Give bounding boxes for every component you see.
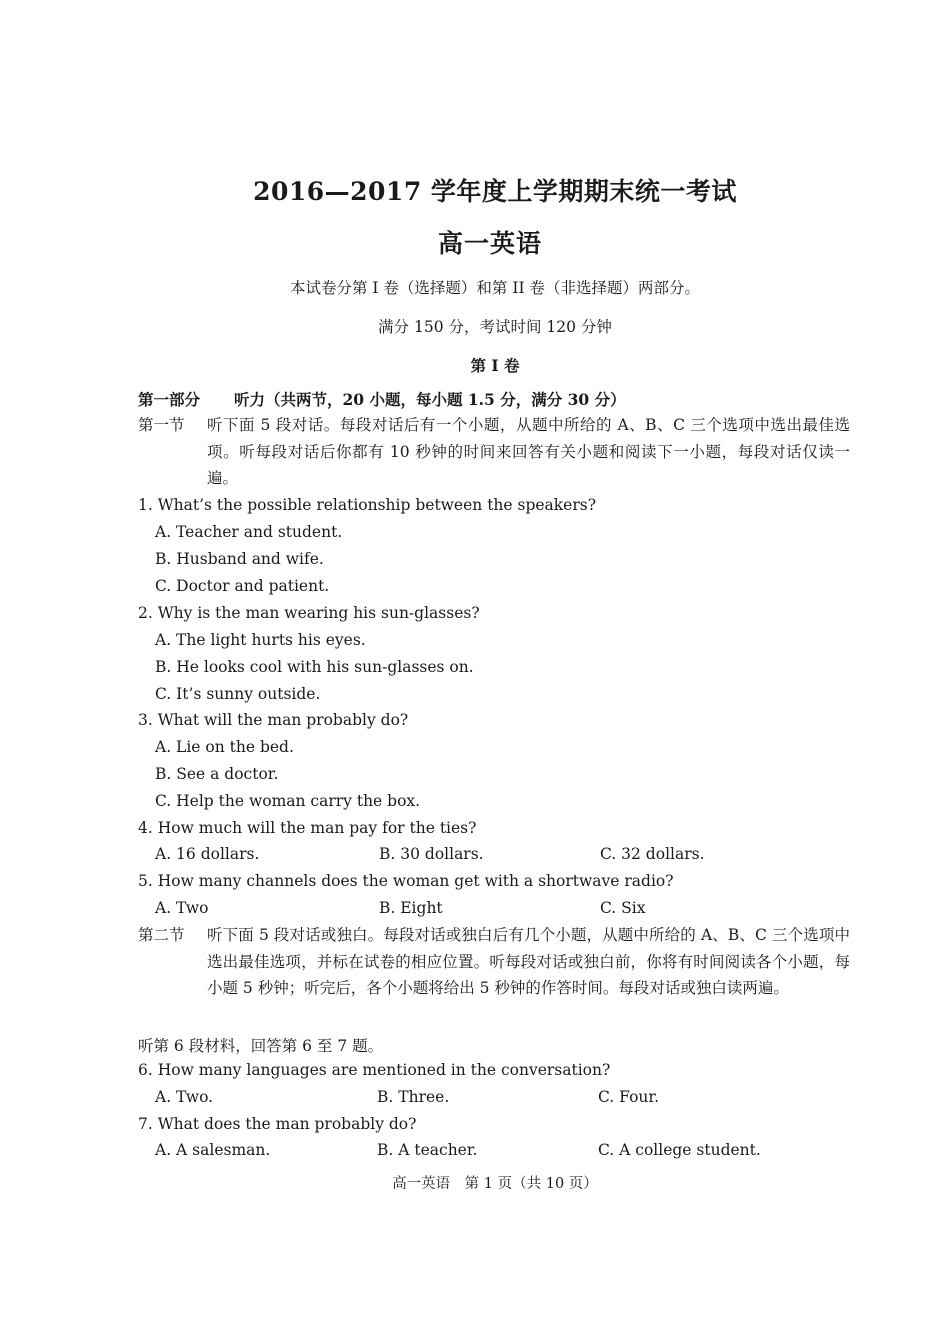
section-2-label: 第二节	[138, 926, 185, 944]
question-2-option-c: C. It’s sunny outside.	[155, 685, 321, 703]
question-7: 7. What does the man probably do?	[138, 1115, 417, 1133]
question-1-option-b: B. Husband and wife.	[155, 550, 324, 568]
question-7-option-b: B. A teacher.	[377, 1141, 478, 1159]
section-2-instructions	[138, 922, 850, 1002]
question-7-option-a: A. A salesman.	[155, 1141, 271, 1159]
question-2-option-b: B. He looks cool with his sun-glasses on.	[155, 658, 474, 676]
question-4-option-a: A. 16 dollars.	[155, 845, 260, 863]
question-4-option-b: B. 30 dollars.	[379, 845, 484, 863]
question-3-option-c: C. Help the woman carry the box.	[155, 792, 421, 810]
question-5: 5. How many channels does the woman get with a shortwave radio?	[138, 872, 674, 890]
exam-title: 2016—2017 学年度上学期期末统一考试	[253, 177, 737, 206]
question-6: 6. How many languages are mentioned in the conversation?	[138, 1061, 611, 1079]
material-6-instruction: 听第 6 段材料，回答第 6 至 7 题。	[138, 1037, 384, 1055]
question-2-option-a: A. The light hurts his eyes.	[155, 631, 366, 649]
question-6-option-a: A. Two.	[155, 1088, 214, 1106]
question-7-option-c: C. A college student.	[598, 1141, 761, 1159]
question-5-option-a: A. Two	[155, 899, 209, 917]
question-4: 4. How much will the man pay for the ties?	[138, 819, 477, 837]
part-heading	[138, 388, 626, 410]
section-1-instructions	[138, 412, 850, 492]
question-1-option-a: A. Teacher and student.	[155, 523, 343, 541]
section-1-label: 第一节	[138, 416, 185, 434]
question-5-option-b: B. Eight	[379, 899, 443, 917]
part-label: 第一部分	[138, 390, 201, 409]
question-6-option-b: B. Three.	[377, 1088, 450, 1106]
section-1-text: 听下面 5 段对话。每段对话后有一个小题，从题中所给的 A、B、C 三个选项中选出最佳选项。听每段对话后你都有 10 秒钟的时间来回答有关小题和阅读下一小题，每段对话仅读一遍。	[207, 416, 850, 487]
question-1: 1. What’s the possible relationship between the speakers?	[138, 496, 597, 514]
part-title: 听力（共两节，20 小题，每小题 1.5 分，满分 30 分）	[234, 390, 626, 409]
page-footer: 高一英语 第 1 页（共 10 页）	[392, 1176, 598, 1192]
question-3-option-a: A. Lie on the bed.	[155, 738, 294, 756]
subject-title: 高一英语	[437, 229, 542, 258]
exam-intro: 本试卷分第 I 卷（选择题）和第 II 卷（非选择题）两部分。	[289, 279, 701, 297]
question-4-option-c: C. 32 dollars.	[600, 845, 705, 863]
question-2: 2. Why is the man wearing his sun-glasses?	[138, 604, 480, 622]
volume-heading: 第 I 卷	[470, 356, 520, 375]
section-2-text: 听下面 5 段对话或独白。每段对话或独白后有几个小题，从题中所给的 A、B、C 三个选项中选出最佳选项，并标在试卷的相应位置。听每段对话或独白前，你将有时间阅读各个小题，每小题 5 秒钟；听完后，各个小题将给出 5 秒钟的作答时间。每段对话或独白读两遍。	[207, 926, 850, 997]
score-time: 满分 150 分，考试时间 120 分钟	[378, 318, 612, 336]
question-3: 3. What will the man probably do?	[138, 711, 409, 729]
question-6-option-c: C. Four.	[598, 1088, 660, 1106]
question-3-option-b: B. See a doctor.	[155, 765, 279, 783]
question-1-option-c: C. Doctor and patient.	[155, 577, 330, 595]
question-5-option-c: C. Six	[600, 899, 646, 917]
